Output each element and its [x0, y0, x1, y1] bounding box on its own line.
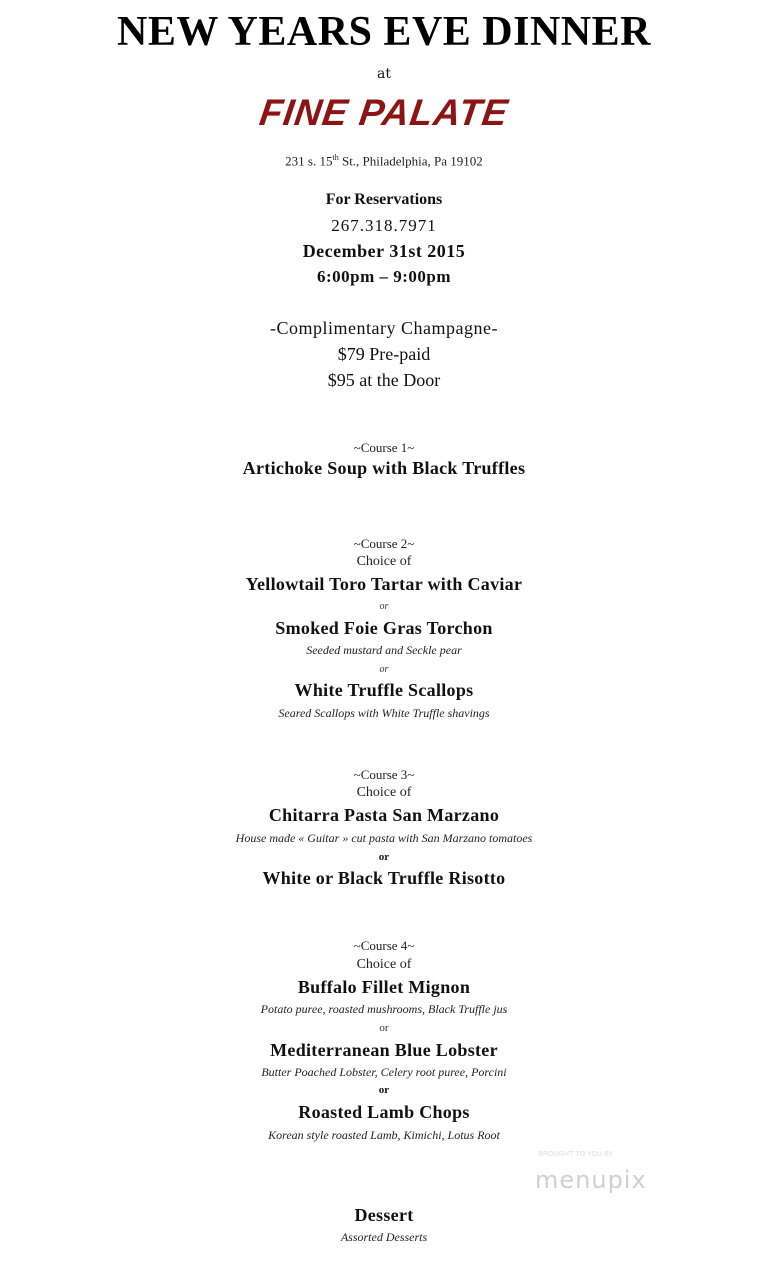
restaurant-logo: FINE PALATE [257, 92, 511, 133]
watermark-subtext: BROUGHT TO YOU BY [538, 1150, 613, 1158]
course-2-dish-1: Yellowtail Toro Tartar with Caviar [245, 574, 523, 594]
course-3-choice: Choice of [356, 785, 412, 800]
champagne-offer: -Complimentary Champagne- [270, 318, 498, 338]
course-2-label: ~Course 2~ [353, 536, 415, 551]
course-1-label: ~Course 1~ [353, 440, 415, 455]
event-date: December 31st 2015 [302, 241, 466, 261]
address-suffix: St., Philadelphia, Pa 19102 [338, 153, 483, 169]
course-3-label: ~Course 3~ [353, 767, 415, 782]
course-4-or-1: or [379, 1022, 389, 1034]
course-1-dish: Artichoke Soup with Black Truffles [242, 458, 526, 478]
course-2-or-2: or [379, 664, 389, 675]
course-2-desc-2: Seeded mustard and Seckle pear [306, 643, 462, 657]
reservations-label: For Reservations [325, 191, 443, 208]
event-time: 6:00pm – 9:00pm [316, 267, 452, 286]
course-4-desc-3: Korean style roasted Lamb, Kimichi, Lotus Root [268, 1128, 500, 1142]
course-4-desc-2: Butter Poached Lobster, Celery root puree, Porcini [261, 1065, 507, 1079]
dessert-desc: Assorted Desserts [340, 1230, 428, 1244]
address [0, 153, 768, 169]
course-2-choice: Choice of [356, 554, 412, 569]
course-4-desc-1: Potato puree, roasted mushrooms, Black Truffle jus [260, 1002, 508, 1016]
course-4-dish-3: Roasted Lamb Chops [298, 1102, 470, 1122]
course-4-dish-1: Buffalo Fillet Mignon [297, 977, 471, 997]
page-title: NEW YEARS EVE DINNER [117, 9, 651, 55]
course-4-label: ~Course 4~ [353, 938, 415, 953]
prepaid-price: $79 Pre-paid [337, 344, 431, 364]
dessert-label: Dessert [354, 1205, 414, 1225]
course-2-dish-2: Smoked Foie Gras Torchon [275, 618, 493, 638]
course-4-or-2: or [378, 1084, 390, 1096]
course-4-dish-2: Mediterranean Blue Lobster [270, 1040, 498, 1060]
address-sup: th [332, 153, 339, 162]
course-4-choice: Choice of [356, 957, 412, 972]
menupix-watermark: menupix [535, 1166, 647, 1194]
course-2-desc-3: Seared Scallops with White Truffle shavings [278, 706, 490, 720]
door-price: $95 at the Door [327, 370, 441, 390]
course-3-dish-2: White or Black Truffle Risotto [262, 868, 506, 888]
course-2-or-1: or [379, 601, 389, 612]
course-2-dish-3: White Truffle Scallops [294, 680, 474, 700]
address-prefix: 231 s. 15 [285, 153, 333, 169]
course-3-or-1: or [378, 851, 390, 863]
course-3-dish-1: Chitarra Pasta San Marzano [268, 805, 500, 825]
reservations-phone: 267.318.7971 [331, 216, 437, 235]
course-3-desc-1: House made « Guitar » cut pasta with San Marzano tomatoes [235, 831, 533, 845]
at-text: at [377, 66, 391, 82]
